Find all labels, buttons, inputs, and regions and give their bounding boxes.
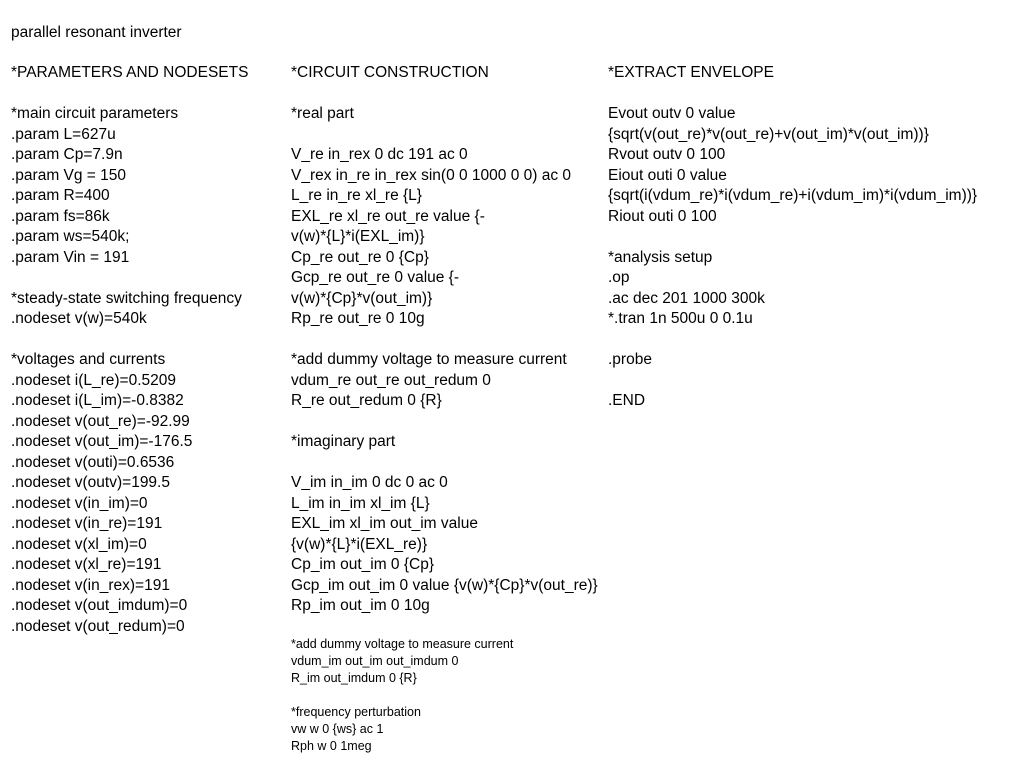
code-line: *EXTRACT ENVELOPE (608, 64, 774, 81)
code-line: Rph w 0 1meg (291, 739, 372, 753)
code-line (608, 227, 1018, 248)
code-line: *add dummy voltage to measure current (291, 351, 567, 368)
code-line: *steady-state switching frequency (11, 289, 242, 307)
code-line: R_re out_redum 0 {R} (291, 392, 442, 409)
extract-envelope-column (608, 63, 1018, 412)
code-line (291, 687, 513, 704)
code-line: Gcp_im out_im 0 value {v(w)*{Cp}*v(out_re)} (291, 576, 598, 594)
code-line (11, 330, 286, 351)
code-line: EXL_re xl_re out_re value {- (291, 207, 485, 225)
code-line: *CIRCUIT CONSTRUCTION (291, 64, 489, 81)
code-line: .nodeset v(in_im)=0 (11, 494, 148, 512)
code-line: v(w)*{Cp}*v(out_im)} (291, 289, 433, 307)
code-line: .param Vg = 150 (11, 166, 127, 184)
code-line: .nodeset v(out_imdum)=0 (11, 597, 188, 614)
code-line: R_im out_imdum 0 {R} (291, 671, 417, 685)
code-line: *analysis setup (608, 248, 713, 266)
code-line: Rp_im out_im 0 10g (291, 597, 430, 614)
code-line (608, 371, 1018, 392)
code-line: .param R=400 (11, 187, 110, 204)
code-line: *main circuit parameters (11, 105, 179, 122)
code-line: .nodeset v(out_im)=-176.5 (11, 433, 193, 450)
code-line: vdum_im out_im out_imdum 0 (291, 654, 459, 668)
code-line: .param ws=540k; (11, 228, 130, 245)
code-line: V_re in_rex 0 dc 191 ac 0 (291, 146, 468, 163)
code-line: V_im in_im 0 dc 0 ac 0 (291, 474, 448, 491)
code-line (291, 412, 603, 433)
code-line: .nodeset v(xl_im)=0 (11, 535, 147, 553)
code-line: *add dummy voltage to measure current (291, 637, 514, 651)
code-line: Rp_re out_re 0 10g (291, 310, 425, 327)
code-line: Rvout outv 0 100 (608, 146, 726, 163)
code-line: .param fs=86k (11, 207, 110, 225)
code-line: .nodeset v(outv)=199.5 (11, 474, 170, 491)
code-line: *voltages and currents (11, 351, 166, 368)
code-line: .op (608, 269, 630, 286)
code-line (608, 330, 1018, 351)
code-line: .probe (608, 351, 652, 368)
code-line: .ac dec 201 1000 300k (608, 289, 765, 307)
code-line: Cp_re out_re 0 {Cp} (291, 248, 429, 266)
code-line: *PARAMETERS AND NODESETS (11, 64, 249, 81)
code-line (291, 330, 603, 351)
code-line (11, 84, 286, 105)
code-line: .nodeset v(in_re)=191 (11, 515, 163, 532)
code-line: .nodeset v(w)=540k (11, 310, 147, 327)
code-line: {sqrt(v(out_re)*v(out_re)+v(out_im)*v(out_im))} (608, 125, 929, 143)
code-line: vw w 0 {ws} ac 1 (291, 722, 384, 736)
code-line: Cp_im out_im 0 {Cp} (291, 556, 435, 573)
circuit-construction-small-text (291, 636, 513, 755)
code-line: .nodeset v(outi)=0.6536 (11, 453, 175, 471)
code-line: .param Vin = 191 (11, 248, 130, 266)
code-line (291, 125, 603, 146)
code-line: *imaginary part (291, 433, 396, 450)
code-line: {v(w)*{L}*i(EXL_re)} (291, 535, 428, 553)
code-line: L_re in_re xl_re {L} (291, 187, 422, 204)
code-line (291, 84, 603, 105)
code-line: L_im in_im xl_im {L} (291, 494, 430, 512)
code-line: *real part (291, 105, 354, 122)
code-line: .param Cp=7.9n (11, 146, 123, 163)
code-line (11, 268, 286, 289)
code-line: vdum_re out_re out_redum 0 (291, 371, 491, 389)
code-line: {sqrt(i(vdum_re)*i(vdum_re)+i(vdum_im)*i(vdum_im))} (608, 187, 978, 204)
code-line: .nodeset v(out_redum)=0 (11, 617, 185, 635)
code-line (608, 84, 1018, 105)
code-line: .nodeset i(L_im)=-0.8382 (11, 392, 184, 409)
code-line: .nodeset v(in_rex)=191 (11, 576, 170, 594)
code-line: .param L=627u (11, 125, 116, 143)
circuit-construction-column (291, 63, 603, 617)
code-line: .END (608, 392, 646, 409)
page-title: parallel resonant inverter (11, 24, 182, 41)
parameters-column (11, 63, 286, 637)
code-line: *.tran 1n 500u 0 0.1u (608, 310, 753, 327)
code-line: v(w)*{L}*i(EXL_im)} (291, 228, 425, 245)
code-line: Riout outi 0 100 (608, 207, 717, 225)
code-line (291, 453, 603, 474)
code-line: Eiout outi 0 value (608, 166, 727, 184)
code-line: EXL_im xl_im out_im value (291, 515, 478, 532)
code-line: V_rex in_re in_rex sin(0 0 1000 0 0) ac 0 (291, 166, 572, 184)
code-line: .nodeset v(xl_re)=191 (11, 556, 162, 573)
code-line: .nodeset v(out_re)=-92.99 (11, 412, 190, 430)
code-line: *frequency perturbation (291, 705, 421, 719)
code-line: .nodeset i(L_re)=0.5209 (11, 371, 177, 389)
code-line: Evout outv 0 value (608, 105, 736, 122)
code-line: Gcp_re out_re 0 value {- (291, 269, 460, 286)
